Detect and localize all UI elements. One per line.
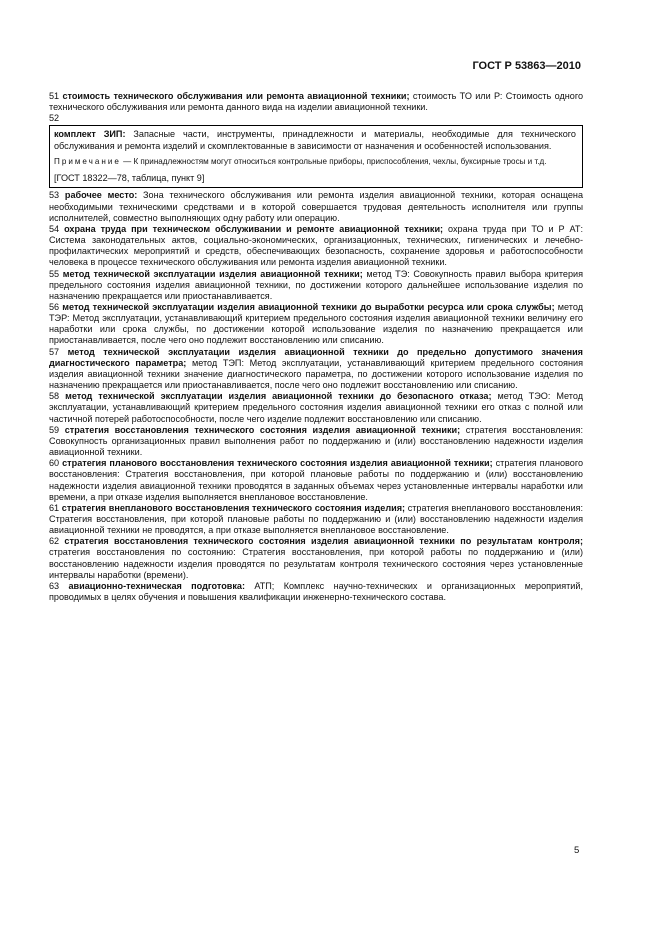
- entry-number: 60: [49, 458, 60, 469]
- page-number: 5: [574, 845, 580, 856]
- entry-number: 54: [49, 223, 60, 234]
- term-definition: Запасные части, инструменты, принадлежности и материалы, необходимые для технического обслуживания и ремонта изделий и скомплектованные в зависимости от назначения и особенностей использования.: [54, 129, 576, 151]
- term-entry-61: [49, 503, 583, 536]
- term-title: метод технической эксплуатации изделия авиационной техники;: [62, 268, 363, 279]
- term-title: рабочее место:: [64, 190, 138, 201]
- term-title: стратегия внепланового восстановления технического состояния изделия;: [61, 502, 406, 513]
- entry-number: 51: [49, 91, 60, 101]
- zip-kit-definition-box: [49, 125, 583, 188]
- entry-number: 59: [49, 424, 60, 435]
- note-text: — К принадлежностям могут относиться контрольные приборы, приспособления, чехлы, буксирные тросы и т.д.: [120, 156, 547, 166]
- term-title: стратегия восстановления технического состояния изделия авиационной техники;: [64, 424, 461, 435]
- term-entry-63: [49, 581, 583, 603]
- term-title: стратегия восстановления технического состояния изделия авиационной техники по результатам контроля;: [64, 536, 583, 547]
- term-definition: метод ТЭП: Метод эксплуатации, устанавливающий критерием предельного состояния изделия авиационной техники значение диагностического параметра, по достижении которого использование изделия по назначению прекращается или приостанавливается, после чего оно подлежит восстановлению или списанию.: [49, 357, 583, 391]
- term-definition: стратегия планового восстановления: Стратегия восстановления, при которой плановые работы по поддержанию и (или) восстановлению надежности изделия авиационной техники проводятся в заданных объемах через установленные интервалы наработки или времени, а при отказе изделия выполняется внеплановое восстановление.: [49, 458, 584, 502]
- term-definition: стоимость ТО или Р: Стоимость одного технического обслуживания или ремонта данного вида на изделии авиационной техники.: [49, 91, 584, 113]
- term-definition: стратегия восстановления: Совокупность организационных правил выполнения работ по поддержанию и (или) восстановлению надежности изделия авиационной техники.: [49, 424, 583, 458]
- entry-number: 56: [49, 302, 60, 312]
- box-note: [54, 157, 576, 168]
- entry-number: 57: [49, 346, 60, 357]
- term-definition: охрана труда при ТО и Р АТ: Система законодательных актов, социально-экономических, организационных, технических, гигиенических и лечебно-профилактических мероприятий и средств, обеспечивающих безопасность, сохранение здоровья и работоспособности человека в процессе технического обслуживания или ремонта изделия авиационной техники.: [49, 223, 583, 268]
- box-definition: [54, 129, 576, 151]
- term-title: метод технической эксплуатации изделия авиационной техники до предельно допустимого значения диагностического параметра;: [49, 346, 583, 368]
- document-body: [49, 91, 583, 603]
- term-title: охрана труда при техническом обслуживании и ремонте авиационной техники;: [64, 223, 444, 234]
- term-entry-60: [49, 458, 583, 503]
- entry-number: 61: [49, 502, 60, 513]
- entry-number: 53: [49, 190, 60, 201]
- entry-number: 58: [49, 391, 60, 402]
- entry-number: 62: [49, 536, 60, 547]
- term-definition: метод ТЭР: Метод эксплуатации, устанавливающий критерием предельного состояния изделия авиационной техники величину его наработки или срока службы, по достижении которой использование изделия по назначению прекращается или приостанавливается, после чего оно подлежит восстановлению или списанию.: [49, 302, 584, 346]
- term-entry-52: [49, 113, 583, 124]
- term-definition: стратегия внепланового восстановления: Стратегия восстановления, при которой плановые работы по поддержанию и (или) восстановлению надежности изделия авиационной техники не проводятся, а при отказе выполняется внеплановое восстановление.: [49, 502, 583, 536]
- term-entry-53: [49, 190, 583, 223]
- term-title: стратегия планового восстановления технического состояния изделия авиационной техники;: [62, 458, 493, 469]
- entry-number: 55: [49, 268, 60, 279]
- term-definition: метод ТЭО: Метод эксплуатации, устанавливающий критерием предельного состояния изделия авиационной техники его отказ с полной или частичной потерей работоспособности, после чего изделие подлежит восстановлению или списанию.: [49, 391, 583, 424]
- term-title: авиационно-техническая подготовка:: [68, 580, 245, 591]
- term-entry-56: [49, 302, 583, 347]
- term-definition: стратегия восстановления по состоянию: Стратегия восстановления, при которой работы по поддержанию и (или) восстановлению надежности изделия проводятся по результатам контроля технического состояния через установленные интервалы наработки (времени).: [49, 547, 583, 580]
- term-title: метод технической эксплуатации изделия авиационной техники до безопасного отказа;: [65, 391, 492, 402]
- term-title: стоимость технического обслуживания или ремонта авиационной техники;: [62, 91, 410, 101]
- source-reference: [ГОСТ 18322—78, таблица, пункт 9]: [54, 173, 205, 184]
- note-label: Примечание: [54, 156, 121, 166]
- term-definition: Зона технического обслуживания или ремонта изделия авиационной техники, которая оснащена необходимыми техническими средствами и в которой совершается трудовая деятельность исполнителя или группы исполнителей, совместно выполняющих одну работу или операцию.: [49, 190, 583, 223]
- document-code: ГОСТ Р 53863—2010: [472, 60, 581, 72]
- term-entry-62: [49, 536, 583, 581]
- term-entry-54: [49, 224, 583, 269]
- term-entry-55: [49, 269, 583, 302]
- entry-number: 52: [49, 113, 60, 124]
- term-entry-58: [49, 391, 583, 424]
- term-definition: АТП; Комплекс научно-технических и организационных мероприятий, проводимых в целях обучения и повышения квалификации инженерно-технического состава.: [49, 580, 583, 603]
- term-title: метод технической эксплуатации изделия авиационной техники до выработки ресурса или срока службы;: [62, 302, 555, 312]
- term-entry-51: [49, 91, 583, 113]
- entry-number: 63: [49, 580, 60, 591]
- term-definition: метод ТЭ: Совокупность правил выбора критерия предельного состояния изделия авиационной техники, по достижении которого дальнейшее использование изделия по назначению прекращается или приостанавливается.: [49, 268, 584, 301]
- term-title: комплект ЗИП:: [54, 129, 126, 140]
- term-entry-57: [49, 347, 583, 392]
- term-entry-59: [49, 425, 583, 458]
